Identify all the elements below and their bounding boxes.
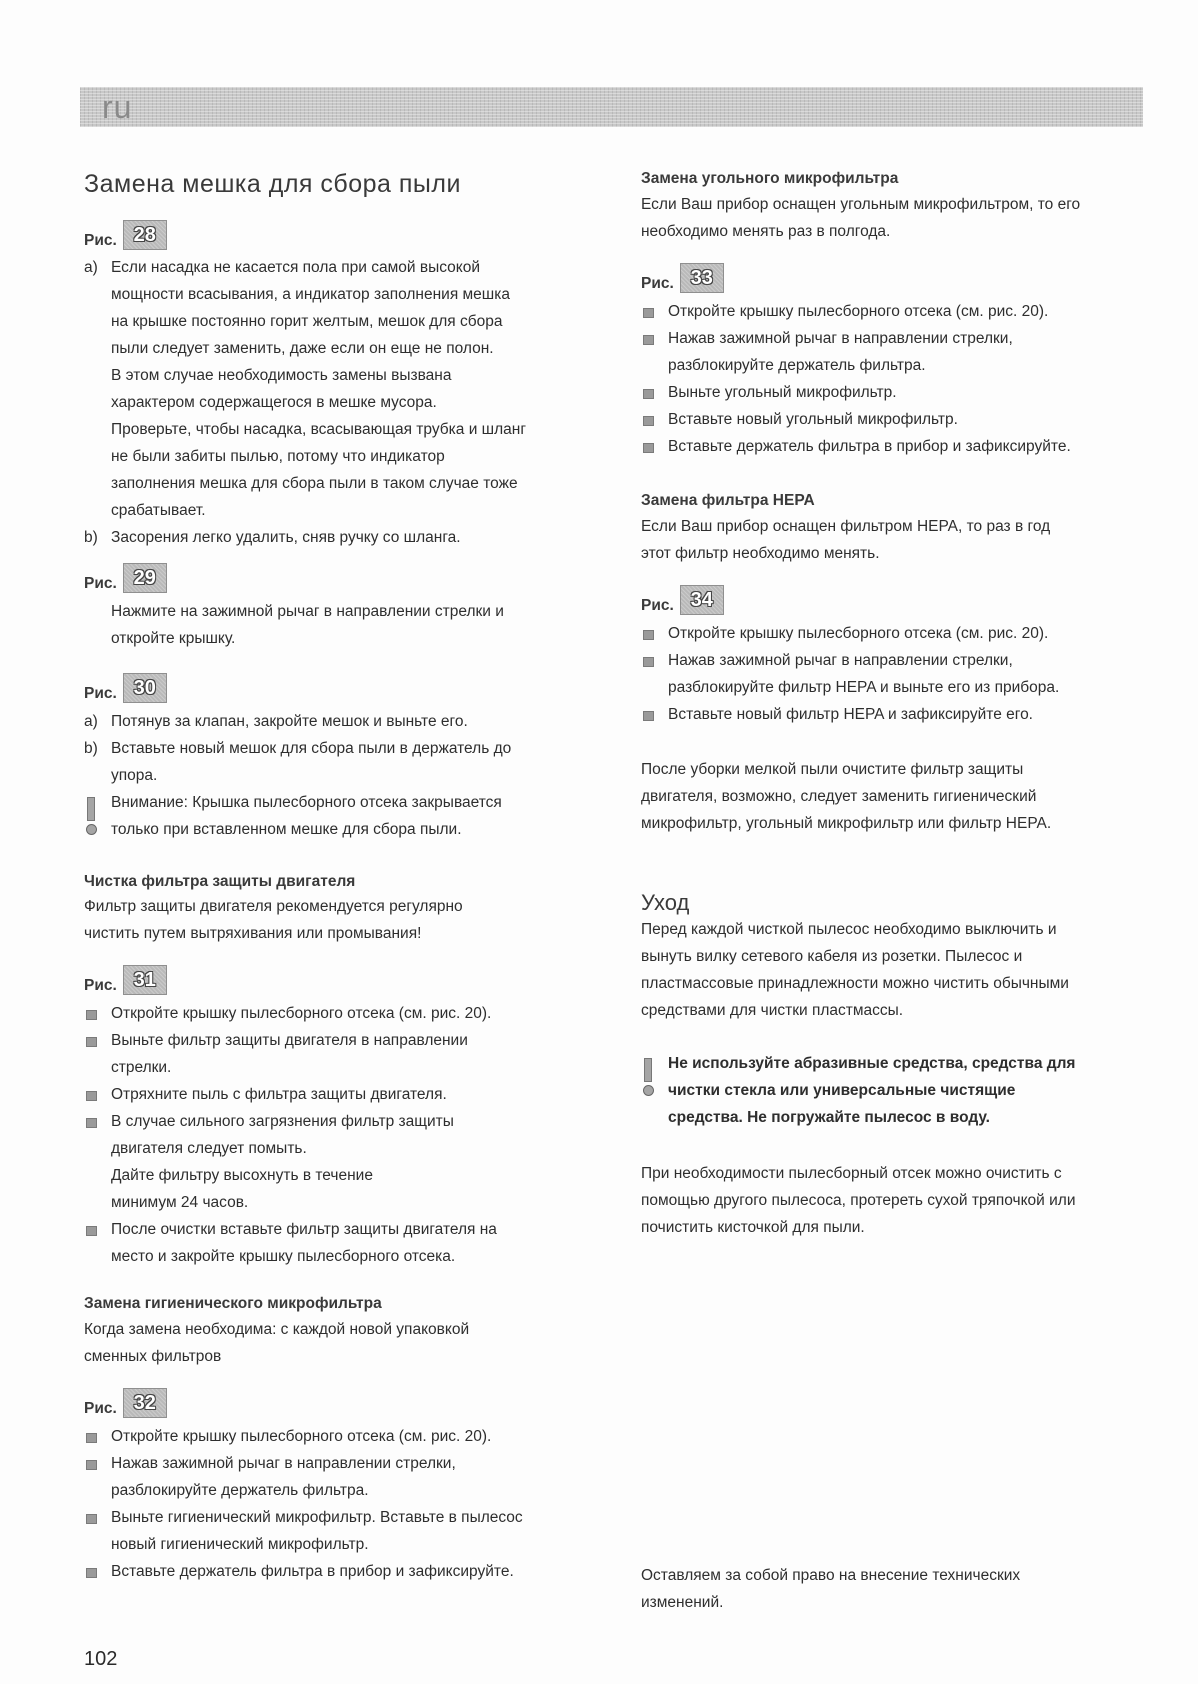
text-line: После уборки мелкой пыли очистите фильтр защиты	[641, 761, 1024, 778]
figure-label: Рис.	[84, 575, 117, 592]
text-line: Если Ваш прибор оснащен фильтром HEPA, то раз в год	[641, 518, 1051, 535]
heading-motor-filter: Чистка фильтра защиты двигателя	[84, 873, 356, 890]
text-line: разблокируйте фильтр HEPA и выньте его из прибора.	[668, 679, 1060, 696]
list-item	[84, 1027, 604, 1081]
text-line: новый гигиенический микрофильтр.	[111, 1536, 369, 1553]
fig28-list	[84, 254, 604, 551]
warning-icon	[84, 789, 111, 843]
carbon-filter-text	[641, 191, 1080, 245]
text-line: Оставляем за собой право на внесение технических	[641, 1567, 1021, 1584]
fig34-list	[641, 620, 1181, 728]
list-item	[84, 1081, 604, 1108]
section-title-care: Уход	[641, 890, 690, 915]
heading-hygiene-filter: Замена гигиенического микрофильтра	[84, 1295, 382, 1312]
figure-number-badge: 33	[680, 263, 724, 293]
text-line: почистить кисточкой для пыли.	[641, 1219, 865, 1236]
list-item	[84, 1000, 604, 1027]
text-line: В этом случае необходимость замены вызвана	[111, 367, 452, 384]
text-line: Потянув за клапан, закройте мешок и выньте его.	[111, 713, 468, 730]
text-line: Фильтр защиты двигателя рекомендуется регулярно	[84, 898, 463, 915]
text-line: мощности всасывания, а индикатор заполнения мешка	[111, 286, 510, 303]
list-item	[84, 254, 604, 524]
bullet-icon	[641, 406, 668, 433]
list-item	[641, 406, 1181, 433]
bullet-icon	[641, 379, 668, 406]
text-line: сменных фильтров	[84, 1348, 222, 1365]
text-line: Выньте угольный микрофильтр.	[668, 384, 897, 401]
list-item	[641, 325, 1181, 379]
text-line: Вставьте держатель фильтра в прибор и зафиксируйте.	[668, 438, 1071, 455]
list-item	[84, 735, 604, 789]
text-line: изменений.	[641, 1594, 724, 1611]
text-line: упора.	[111, 767, 158, 784]
text-line: на крышке постоянно горит желтым, мешок для сбора	[111, 313, 503, 330]
list-item	[84, 1504, 624, 1558]
bullet-icon	[641, 647, 668, 701]
figure-number-badge: 28	[123, 220, 167, 250]
list-item	[84, 1450, 624, 1504]
text-line: стрелки.	[111, 1059, 172, 1076]
text-line: место и закройте крышку пылесборного отсека.	[111, 1248, 456, 1265]
list-marker: b)	[84, 740, 98, 757]
list-item	[641, 298, 1181, 325]
text-line: средствами для чистки пластмассы.	[641, 1002, 904, 1019]
fig31-list	[84, 1000, 604, 1270]
bullet-icon	[84, 1216, 111, 1270]
text-line: минимум 24 часов.	[111, 1194, 249, 1211]
text-line: Откройте крышку пылесборного отсека (см. рис. 20).	[668, 303, 1049, 320]
text-line: откройте крышку.	[111, 630, 236, 647]
text-line: После очистки вставьте фильтр защиты двигателя на	[111, 1221, 497, 1238]
list-item	[641, 701, 1181, 728]
list-item	[641, 620, 1181, 647]
care-extra-text	[641, 1160, 1075, 1241]
text-line: срабатывает.	[111, 502, 206, 519]
figure-label: Рис.	[84, 977, 117, 994]
warning-note	[84, 789, 604, 843]
disclaimer-text	[641, 1562, 1020, 1616]
list-item	[84, 524, 604, 551]
text-line: Внимание: Крышка пылесборного отсека закрывается	[111, 794, 502, 811]
bullet-icon	[641, 620, 668, 647]
text-line: только при вставленном мешке для сбора пыли.	[111, 821, 462, 838]
text-line: микрофильтр, угольный микрофильтр или фильтр HEPA.	[641, 815, 1052, 832]
text-line: Вставьте новый мешок для сбора пыли в держатель до	[111, 740, 512, 757]
text-line: характером содержащегося в мешке мусора.	[111, 394, 437, 411]
fig30-list	[84, 708, 604, 843]
list-item	[84, 1558, 624, 1585]
bullet-icon	[84, 1423, 111, 1450]
text-line: Дайте фильтру высохнуть в течение	[111, 1167, 373, 1184]
text-line: Выньте гигиенический микрофильтр. Вставьте в пылесос	[111, 1509, 523, 1526]
text-line: Нажмите на зажимной рычаг в направлении стрелки и	[111, 603, 504, 620]
text-line: не были забиты пылью, потому что индикатор	[111, 448, 445, 465]
bullet-icon	[84, 1558, 111, 1585]
text-line: Нажав зажимной рычаг в направлении стрелки,	[668, 330, 1013, 347]
figure-ref-31	[84, 965, 167, 995]
text-line: Перед каждой чисткой пылесос необходимо выключить и	[641, 921, 1057, 938]
figure-number-badge: 34	[680, 585, 724, 615]
bullet-icon	[641, 433, 668, 460]
list-item	[84, 1216, 604, 1270]
hygiene-filter-text	[84, 1316, 469, 1370]
text-line: Откройте крышку пылесборного отсека (см. рис. 20).	[111, 1005, 492, 1022]
bullet-icon	[84, 1081, 111, 1108]
bullet-icon	[641, 701, 668, 728]
text-line: пыли следует заменить, даже если он еще не полон.	[111, 340, 494, 357]
section-title-dust-bag: Замена мешка для сбора пыли	[84, 170, 461, 198]
text-line: Нажав зажимной рычаг в направлении стрелки,	[668, 652, 1013, 669]
list-item	[84, 708, 604, 735]
text-line: чистить путем вытряхивания или промывания!	[84, 925, 422, 942]
text-line: Отряхните пыль с фильтра защиты двигателя.	[111, 1086, 447, 1103]
page-number: 102	[84, 1648, 118, 1670]
figure-ref-33	[641, 263, 724, 293]
text-line: средства. Не погружайте пылесос в воду.	[668, 1109, 990, 1126]
figure-label: Рис.	[641, 597, 674, 614]
text-line: пластмассовые принадлежности можно чистить обычными	[641, 975, 1069, 992]
hepa-filter-text	[641, 513, 1050, 567]
text-line: Выньте фильтр защиты двигателя в направлении	[111, 1032, 468, 1049]
text-line: В случае сильного загрязнения фильтр защиты	[111, 1113, 454, 1130]
figure-ref-30	[84, 673, 167, 703]
fig29-text	[111, 598, 504, 652]
figure-ref-29	[84, 563, 167, 593]
list-marker: b)	[84, 529, 98, 546]
figure-ref-28	[84, 220, 167, 250]
bullet-icon	[84, 1108, 111, 1216]
care-text	[641, 916, 1069, 1024]
text-line: Вставьте новый фильтр HEPA и зафиксируйте его.	[668, 706, 1033, 723]
language-code: ru	[102, 89, 133, 125]
text-line: Засорения легко удалить, сняв ручку со шланга.	[111, 529, 461, 546]
text-line: Откройте крышку пылесборного отсека (см. рис. 20).	[111, 1428, 492, 1445]
text-line: Проверьте, чтобы насадка, всасывающая трубка и шланг	[111, 421, 526, 438]
figure-ref-34	[641, 585, 724, 615]
figure-number-badge: 32	[123, 1388, 167, 1418]
list-item	[641, 379, 1181, 406]
fig32-list	[84, 1423, 624, 1585]
text-line: помощью другого пылесоса, протереть сухой тряпочкой или	[641, 1192, 1076, 1209]
bullet-icon	[84, 1000, 111, 1027]
after-fine-dust-text	[641, 756, 1051, 837]
list-item	[641, 647, 1181, 701]
text-line: При необходимости пылесборный отсек можно очистить с	[641, 1165, 1062, 1182]
fig33-list	[641, 298, 1181, 460]
motor-filter-text	[84, 893, 463, 947]
bullet-icon	[641, 298, 668, 325]
text-line: двигателя следует помыть.	[111, 1140, 307, 1157]
text-line: Вставьте новый угольный микрофильтр.	[668, 411, 958, 428]
text-line: Если насадка не касается пола при самой высокой	[111, 259, 481, 276]
list-item	[641, 433, 1181, 460]
text-line: Вставьте держатель фильтра в прибор и зафиксируйте.	[111, 1563, 514, 1580]
figure-label: Рис.	[641, 275, 674, 292]
heading-carbon-filter: Замена угольного микрофильтра	[641, 170, 899, 187]
list-item	[84, 1108, 604, 1216]
text-line: Не используйте абразивные средства, средства для	[668, 1055, 1076, 1072]
warning-icon	[641, 1050, 668, 1131]
language-header-band	[80, 87, 1143, 127]
list-marker: a)	[84, 259, 98, 276]
figure-label: Рис.	[84, 1400, 117, 1417]
text-line: вынуть вилку сетевого кабеля из розетки. Пылесос и	[641, 948, 1023, 965]
text-line: необходимо менять раз в полгода.	[641, 223, 891, 240]
text-line: двигателя, возможно, следует заменить гигиенический	[641, 788, 1037, 805]
bullet-icon	[641, 325, 668, 379]
figure-number-badge: 30	[123, 673, 167, 703]
figure-label: Рис.	[84, 232, 117, 249]
figure-number-badge: 29	[123, 563, 167, 593]
text-line: этот фильтр необходимо менять.	[641, 545, 880, 562]
bullet-icon	[84, 1450, 111, 1504]
text-line: чистки стекла или универсальные чистящие	[668, 1082, 1016, 1099]
figure-label: Рис.	[84, 685, 117, 702]
figure-ref-32	[84, 1388, 167, 1418]
bullet-icon	[84, 1504, 111, 1558]
figure-number-badge: 31	[123, 965, 167, 995]
text-line: разблокируйте держатель фильтра.	[111, 1482, 369, 1499]
text-line: Когда замена необходима: с каждой новой упаковкой	[84, 1321, 470, 1338]
text-line: Если Ваш прибор оснащен угольным микрофильтром, то его	[641, 196, 1081, 213]
list-marker: a)	[84, 713, 98, 730]
list-item	[84, 1423, 624, 1450]
text-line: заполнения мешка для сбора пыли в таком случае тоже	[111, 475, 518, 492]
bullet-icon	[84, 1027, 111, 1081]
care-warning-note	[641, 1050, 1181, 1131]
text-line: разблокируйте держатель фильтра.	[668, 357, 926, 374]
text-line: Нажав зажимной рычаг в направлении стрелки,	[111, 1455, 456, 1472]
heading-hepa-filter: Замена фильтра HEPA	[641, 492, 815, 509]
text-line: Откройте крышку пылесборного отсека (см. рис. 20).	[668, 625, 1049, 642]
